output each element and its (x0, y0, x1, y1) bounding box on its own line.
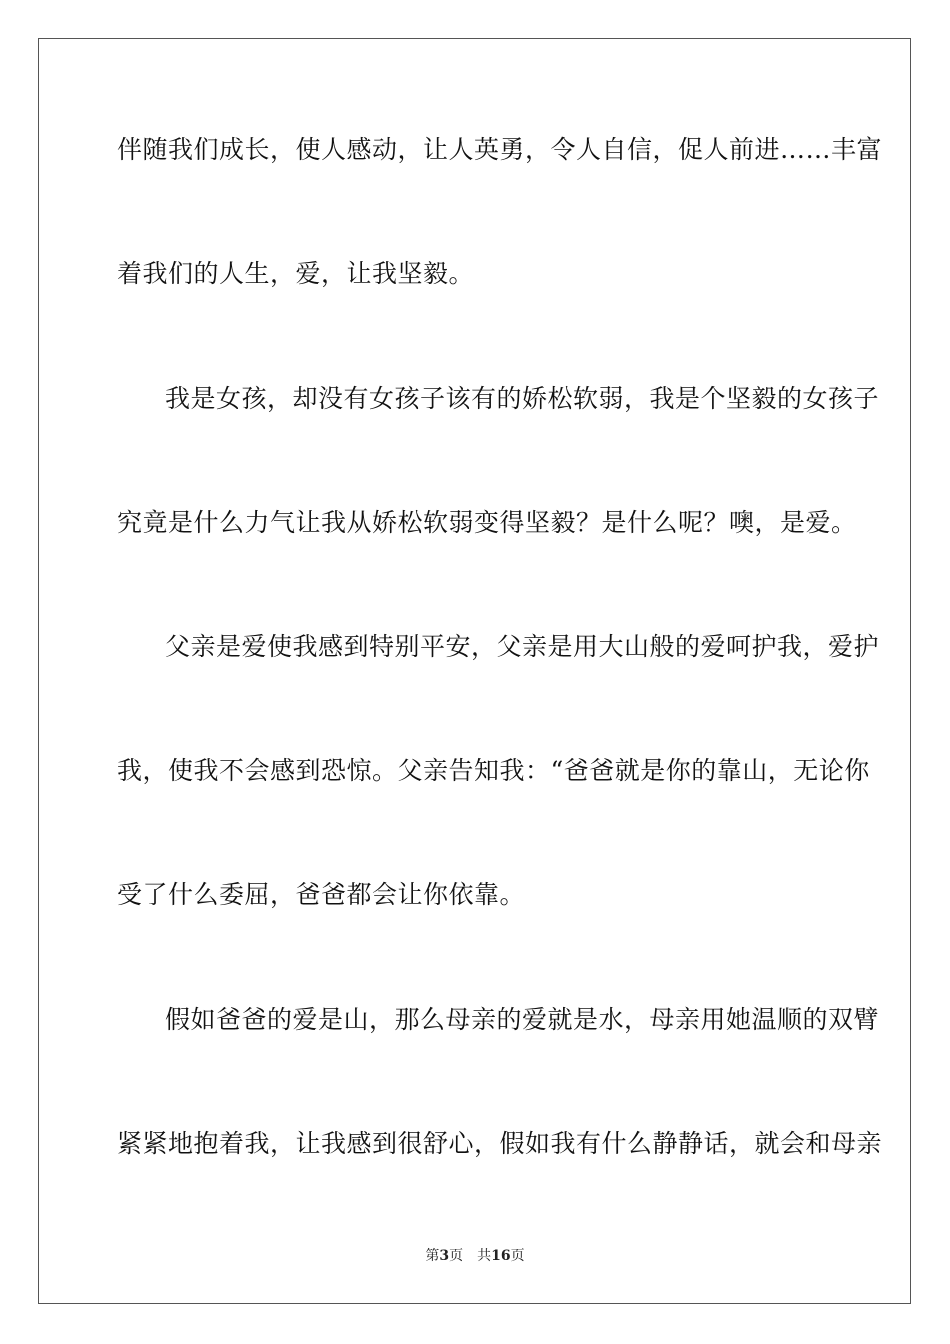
page-border (38, 38, 911, 1304)
page-number-suffix: 页 (449, 1248, 464, 1264)
text-line-4: 究竟是什么力气让我从娇松软弱变得坚毅？是什么呢？噢，是爱。 (117, 508, 857, 537)
text-line-3: 我是女孩，却没有女孩子该有的娇松软弱，我是个坚毅的女孩子 (165, 384, 880, 413)
text-line-2: 着我们的人生，爱，让我坚毅。 (117, 259, 475, 288)
page-total: 16 (491, 1248, 511, 1264)
text-line-8: 假如爸爸的爱是山，那么母亲的爱就是水，母亲用她温顺的双臂 (165, 1005, 880, 1034)
text-line-6: 我，使我不会感到恐惊。父亲告知我：“爸爸就是你的靠山，无论你 (117, 756, 870, 785)
text-line-1: 伴随我们成长，使人感动，让人英勇，令人自信，促人前进……丰富 (117, 135, 883, 164)
page-footer (0, 1246, 950, 1266)
page-total-prefix: 共 (477, 1248, 492, 1264)
text-line-9: 紧紧地抱着我，让我感到很舒心，假如我有什么静静话，就会和母亲 (117, 1129, 883, 1158)
page-total-suffix: 页 (510, 1248, 525, 1264)
page-number-current: 3 (439, 1248, 450, 1264)
text-line-7: 受了什么委屈，爸爸都会让你依靠。 (117, 880, 526, 909)
page-number-prefix: 第 (425, 1248, 440, 1264)
text-line-5: 父亲是爱使我感到特别平安，父亲是用大山般的爱呵护我，爱护 (165, 632, 880, 661)
